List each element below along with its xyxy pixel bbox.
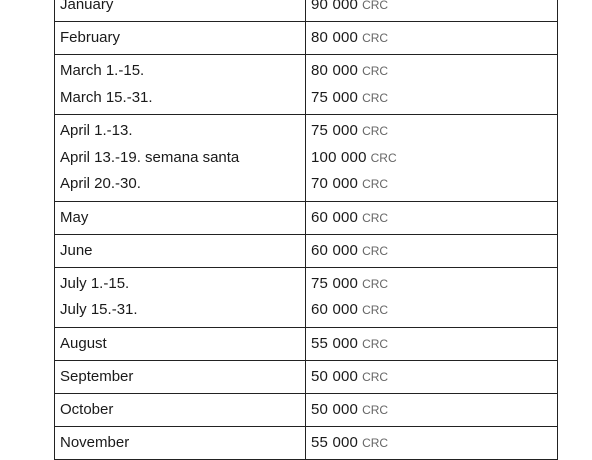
price-line [311,85,552,112]
table-row [55,327,558,360]
period-cell [55,327,306,360]
currency-code: CRC [362,336,389,351]
price-cell [306,393,558,426]
price-amount: 50 000 [311,367,359,385]
price-amount: 75 000 [311,88,359,106]
price-amount: 55 000 [311,334,359,352]
period-cell [55,0,306,22]
period-cell [55,234,306,267]
price-line [311,235,552,267]
price-amount: 90 000 [311,0,359,13]
currency-code: CRC [370,150,397,165]
price-amount: 80 000 [311,62,359,79]
price-amount: 80 000 [311,29,359,46]
period-label: September [60,367,134,385]
price-line [311,0,552,21]
period-label: August [60,334,107,352]
currency-code: CRC [362,64,389,78]
price-amount: 60 000 [311,301,359,318]
price-cell [306,234,558,267]
currency-code: CRC [362,369,389,384]
currency-code: CRC [362,243,389,258]
table-row [55,426,558,459]
currency-code: CRC [362,0,389,12]
price-line [311,202,552,234]
price-amount: 50 000 [311,400,359,418]
period-label: October [60,400,114,418]
price-line [311,297,552,324]
currency-code: CRC [362,210,389,225]
period-cell [55,55,306,115]
table-row [55,360,558,393]
currency-code: CRC [362,124,389,138]
period-label: April 20.-30. [60,175,141,192]
price-line [311,145,552,172]
currency-code: CRC [362,90,389,105]
table-row [55,267,558,327]
table-row [55,393,558,426]
currency-code: CRC [362,402,389,417]
period-cell [55,201,306,234]
price-cell [306,55,558,115]
period-label: February [60,29,121,46]
period-label: July 1.-15. [60,274,130,292]
period-cell [55,267,306,327]
price-cell [306,201,558,234]
period-cell [55,393,306,426]
currency-code: CRC [362,31,389,45]
period-label: March 15.-31. [60,88,153,106]
monthly-price-table [54,0,558,460]
price-line [311,271,552,298]
price-amount: 55 000 [311,433,359,451]
price-cell [306,267,558,327]
currency-code: CRC [362,303,389,317]
table-row [55,115,558,202]
period-label: April 13.-19. semana santa [60,148,240,166]
price-line [311,361,552,393]
price-line [311,58,552,85]
period-cell [55,360,306,393]
table-row [55,234,558,267]
price-cell [306,0,558,22]
table-row [55,22,558,55]
price-table-body [55,0,558,459]
period-cell [55,426,306,459]
price-amount: 60 000 [311,241,359,259]
price-cell [306,115,558,202]
price-line [311,118,552,145]
period-label: November [60,433,130,451]
currency-code: CRC [362,276,389,291]
price-amount: 75 000 [311,274,359,292]
price-cell [306,426,558,459]
period-label: June [60,241,93,259]
period-label: January [60,0,114,13]
price-amount: 75 000 [311,122,359,139]
price-line [311,427,552,459]
price-cell [306,22,558,55]
price-amount: 70 000 [311,175,359,192]
period-label: July 15.-31. [60,301,138,318]
table-row [55,201,558,234]
period-label: May [60,208,89,226]
period-label: March 1.-15. [60,62,145,79]
period-cell [55,115,306,202]
table-row [55,55,558,115]
currency-code: CRC [362,435,389,450]
price-line [311,22,552,54]
price-line [311,394,552,426]
period-label: April 1.-13. [60,122,133,139]
table-row [55,0,558,22]
price-amount: 100 000 [311,148,367,166]
period-cell [55,22,306,55]
price-line [311,328,552,360]
price-cell [306,327,558,360]
price-table-container [54,0,557,460]
price-amount: 60 000 [311,208,359,226]
price-line [311,171,552,198]
price-cell [306,360,558,393]
currency-code: CRC [362,177,389,191]
